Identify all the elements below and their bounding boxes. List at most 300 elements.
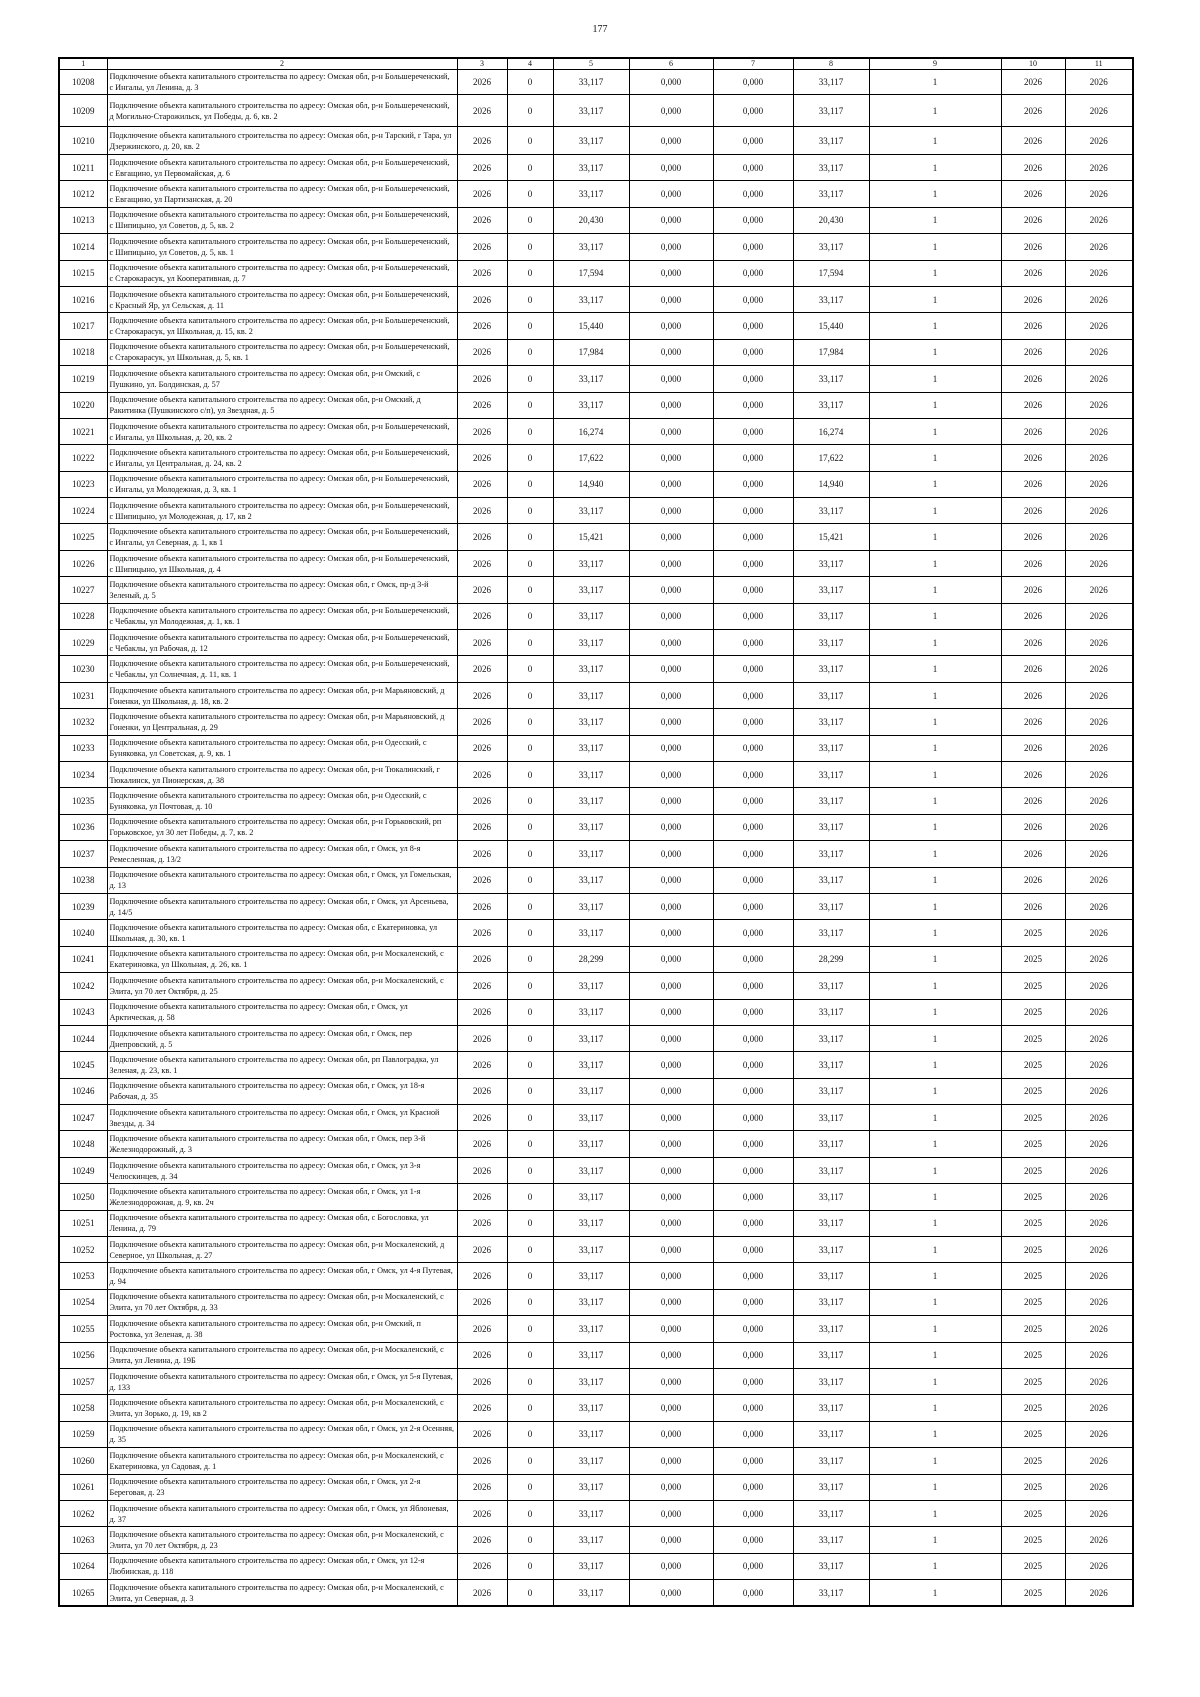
cell-col7: 0,000	[713, 761, 793, 787]
cell-col8: 17,594	[793, 260, 869, 286]
cell-col10: 2026	[1001, 630, 1065, 656]
object-description: Подключение объекта капитального строительства по адресу: Омская обл, с Богословка, ул Ленина, д. 79	[107, 1210, 457, 1236]
table-row	[59, 207, 1133, 233]
cell-col8: 33,117	[793, 788, 869, 814]
cell-col11: 2026	[1065, 867, 1133, 893]
cell-col3: 2026	[457, 95, 507, 127]
cell-col9: 1	[869, 207, 1001, 233]
cell-col6: 0,000	[629, 735, 713, 761]
cell-col7: 0,000	[713, 1448, 793, 1474]
cell-col6: 0,000	[629, 418, 713, 444]
row-id: 10244	[59, 1025, 107, 1051]
cell-col6: 0,000	[629, 761, 713, 787]
cell-col7: 0,000	[713, 1157, 793, 1183]
table-row	[59, 366, 1133, 392]
cell-col9: 1	[869, 1184, 1001, 1210]
page-number: 177	[592, 24, 608, 35]
row-id: 10232	[59, 709, 107, 735]
row-id: 10223	[59, 471, 107, 497]
cell-col5: 33,117	[553, 1210, 629, 1236]
cell-col6: 0,000	[629, 814, 713, 840]
cell-col8: 20,430	[793, 207, 869, 233]
row-id: 10250	[59, 1184, 107, 1210]
object-description: Подключение объекта капитального строительства по адресу: Омская обл, р-н Марьяновский, д Гоненки, ул Центральная, д. 29	[107, 709, 457, 735]
row-id: 10217	[59, 313, 107, 339]
row-id: 10251	[59, 1210, 107, 1236]
cell-col10: 2025	[1001, 999, 1065, 1025]
object-description: Подключение объекта капитального строительства по адресу: Омская обл, р-н Одесский, с Буняковка, ул Советская, д. 9, кв. 1	[107, 735, 457, 761]
cell-col4: 0	[507, 286, 553, 312]
object-description: Подключение объекта капитального строительства по адресу: Омская обл, г Омск, ул 5-я Путевая, д. 133	[107, 1368, 457, 1394]
cell-col7: 0,000	[713, 735, 793, 761]
cell-col8: 33,117	[793, 1553, 869, 1579]
cell-col10: 2025	[1001, 1157, 1065, 1183]
cell-col5: 33,117	[553, 603, 629, 629]
cell-col11: 2026	[1065, 603, 1133, 629]
cell-col6: 0,000	[629, 1263, 713, 1289]
cell-col4: 0	[507, 392, 553, 418]
table-row	[59, 1527, 1133, 1553]
cell-col10: 2026	[1001, 418, 1065, 444]
cell-col6: 0,000	[629, 841, 713, 867]
cell-col8: 33,117	[793, 127, 869, 155]
cell-col7: 0,000	[713, 366, 793, 392]
cell-col8: 33,117	[793, 1157, 869, 1183]
cell-col11: 2026	[1065, 95, 1133, 127]
table-row	[59, 1078, 1133, 1104]
cell-col7: 0,000	[713, 155, 793, 181]
cell-col7: 0,000	[713, 841, 793, 867]
cell-col9: 1	[869, 603, 1001, 629]
cell-col5: 16,274	[553, 418, 629, 444]
object-description: Подключение объекта капитального строительства по адресу: Омская обл, р-н Марьяновский, д Гоненки, ул Школьная, д. 18, кв. 2	[107, 682, 457, 708]
table-row	[59, 1289, 1133, 1315]
cell-col11: 2026	[1065, 1210, 1133, 1236]
cell-col5: 33,117	[553, 814, 629, 840]
cell-col8: 33,117	[793, 1210, 869, 1236]
cell-col5: 33,117	[553, 1395, 629, 1421]
cell-col4: 0	[507, 1131, 553, 1157]
object-description: Подключение объекта капитального строительства по адресу: Омская обл, с Екатериновка, ул Школьная, д. 30, кв. 1	[107, 920, 457, 946]
cell-col9: 1	[869, 1553, 1001, 1579]
cell-col10: 2026	[1001, 95, 1065, 127]
cell-col11: 2026	[1065, 260, 1133, 286]
cell-col11: 2026	[1065, 709, 1133, 735]
row-id: 10213	[59, 207, 107, 233]
cell-col9: 1	[869, 445, 1001, 471]
cell-col10: 2025	[1001, 1448, 1065, 1474]
cell-col7: 0,000	[713, 207, 793, 233]
cell-col4: 0	[507, 1105, 553, 1131]
column-header: 3	[457, 58, 507, 70]
object-description: Подключение объекта капитального строительства по адресу: Омская обл, р-н Большереченский, с Старокарасук, ул Школьная, д. 5, кв. 1	[107, 339, 457, 365]
cell-col9: 1	[869, 577, 1001, 603]
cell-col3: 2026	[457, 761, 507, 787]
cell-col6: 0,000	[629, 1184, 713, 1210]
cell-col3: 2026	[457, 788, 507, 814]
object-description: Подключение объекта капитального строительства по адресу: Омская обл, р-н Большереченский, с Чебаклы, ул Солнечная, д. 11, кв. 1	[107, 656, 457, 682]
table-row	[59, 550, 1133, 576]
cell-col10: 2026	[1001, 207, 1065, 233]
row-id: 10229	[59, 630, 107, 656]
cell-col6: 0,000	[629, 1580, 713, 1606]
cell-col3: 2026	[457, 181, 507, 207]
cell-col10: 2026	[1001, 181, 1065, 207]
cell-col4: 0	[507, 418, 553, 444]
cell-col10: 2025	[1001, 1580, 1065, 1606]
cell-col7: 0,000	[713, 1580, 793, 1606]
cell-col9: 1	[869, 999, 1001, 1025]
row-id: 10226	[59, 550, 107, 576]
cell-col6: 0,000	[629, 95, 713, 127]
cell-col10: 2026	[1001, 524, 1065, 550]
cell-col11: 2026	[1065, 1237, 1133, 1263]
cell-col4: 0	[507, 1263, 553, 1289]
cell-col11: 2026	[1065, 999, 1133, 1025]
cell-col7: 0,000	[713, 181, 793, 207]
cell-col10: 2026	[1001, 313, 1065, 339]
object-description: Подключение объекта капитального строительства по адресу: Омская обл, р-н Омский, д Ракитинка (Пушкинского с/п), ул Звездная, д. 5	[107, 392, 457, 418]
table-row	[59, 920, 1133, 946]
cell-col7: 0,000	[713, 577, 793, 603]
cell-col5: 33,117	[553, 155, 629, 181]
cell-col4: 0	[507, 1527, 553, 1553]
row-id: 10208	[59, 70, 107, 95]
cell-col6: 0,000	[629, 973, 713, 999]
cell-col6: 0,000	[629, 498, 713, 524]
object-description: Подключение объекта капитального строительства по адресу: Омская обл, г Омск, ул Гомельская, д. 13	[107, 867, 457, 893]
cell-col3: 2026	[457, 392, 507, 418]
cell-col5: 20,430	[553, 207, 629, 233]
cell-col8: 33,117	[793, 1025, 869, 1051]
object-description: Подключение объекта капитального строительства по адресу: Омская обл, г Омск, ул Яблоневая, д. 37	[107, 1500, 457, 1526]
cell-col5: 33,117	[553, 181, 629, 207]
cell-col9: 1	[869, 761, 1001, 787]
object-description: Подключение объекта капитального строительства по адресу: Омская обл, р-н Большереченский, д Могильно-Старожильск, ул Победы, д. 6, кв. 2	[107, 95, 457, 127]
object-description: Подключение объекта капитального строительства по адресу: Омская обл, р-н Большереченский, с Старокарасук, ул Школьная, д. 15, кв. 2	[107, 313, 457, 339]
row-id: 10214	[59, 234, 107, 260]
cell-col3: 2026	[457, 1421, 507, 1447]
cell-col8: 33,117	[793, 1448, 869, 1474]
cell-col4: 0	[507, 761, 553, 787]
cell-col4: 0	[507, 1580, 553, 1606]
cell-col8: 17,622	[793, 445, 869, 471]
row-id: 10221	[59, 418, 107, 444]
cell-col5: 33,117	[553, 1474, 629, 1500]
cell-col9: 1	[869, 286, 1001, 312]
cell-col10: 2026	[1001, 366, 1065, 392]
cell-col11: 2026	[1065, 946, 1133, 972]
cell-col11: 2026	[1065, 1289, 1133, 1315]
cell-col6: 0,000	[629, 920, 713, 946]
cell-col9: 1	[869, 524, 1001, 550]
cell-col10: 2026	[1001, 234, 1065, 260]
cell-col5: 15,440	[553, 313, 629, 339]
cell-col6: 0,000	[629, 656, 713, 682]
cell-col3: 2026	[457, 973, 507, 999]
cell-col11: 2026	[1065, 366, 1133, 392]
cell-col4: 0	[507, 1289, 553, 1315]
object-description: Подключение объекта капитального строительства по адресу: Омская обл, р-н Большереченский, с Шипицыно, ул Молодежная, д. 17, кв 2	[107, 498, 457, 524]
cell-col4: 0	[507, 788, 553, 814]
cell-col5: 33,117	[553, 709, 629, 735]
cell-col7: 0,000	[713, 498, 793, 524]
cell-col5: 33,117	[553, 1052, 629, 1078]
row-id: 10209	[59, 95, 107, 127]
object-description: Подключение объекта капитального строительства по адресу: Омская обл, р-н Тарский, г Тара, ул Дзержинского, д. 20, кв. 2	[107, 127, 457, 155]
cell-col11: 2026	[1065, 1263, 1133, 1289]
cell-col7: 0,000	[713, 682, 793, 708]
table-row	[59, 1025, 1133, 1051]
cell-col5: 33,117	[553, 1580, 629, 1606]
table-row	[59, 973, 1133, 999]
cell-col11: 2026	[1065, 498, 1133, 524]
cell-col3: 2026	[457, 234, 507, 260]
cell-col11: 2026	[1065, 814, 1133, 840]
cell-col5: 17,984	[553, 339, 629, 365]
cell-col5: 33,117	[553, 1025, 629, 1051]
cell-col8: 33,117	[793, 656, 869, 682]
row-id: 10220	[59, 392, 107, 418]
cell-col3: 2026	[457, 841, 507, 867]
cell-col9: 1	[869, 155, 1001, 181]
row-id: 10212	[59, 181, 107, 207]
cell-col4: 0	[507, 946, 553, 972]
cell-col3: 2026	[457, 550, 507, 576]
cell-col10: 2025	[1001, 1421, 1065, 1447]
cell-col8: 33,117	[793, 155, 869, 181]
cell-col5: 33,117	[553, 999, 629, 1025]
cell-col6: 0,000	[629, 1210, 713, 1236]
row-id: 10254	[59, 1289, 107, 1315]
cell-col8: 33,117	[793, 761, 869, 787]
cell-col4: 0	[507, 709, 553, 735]
cell-col3: 2026	[457, 1105, 507, 1131]
cell-col10: 2026	[1001, 445, 1065, 471]
cell-col9: 1	[869, 95, 1001, 127]
cell-col6: 0,000	[629, 260, 713, 286]
cell-col9: 1	[869, 1157, 1001, 1183]
cell-col9: 1	[869, 682, 1001, 708]
row-id: 10211	[59, 155, 107, 181]
cell-col3: 2026	[457, 1131, 507, 1157]
cell-col11: 2026	[1065, 1342, 1133, 1368]
cell-col9: 1	[869, 867, 1001, 893]
cell-col11: 2026	[1065, 841, 1133, 867]
table-row	[59, 1316, 1133, 1342]
cell-col9: 1	[869, 1131, 1001, 1157]
cell-col10: 2025	[1001, 1342, 1065, 1368]
cell-col11: 2026	[1065, 1105, 1133, 1131]
cell-col11: 2026	[1065, 1395, 1133, 1421]
cell-col5: 33,117	[553, 234, 629, 260]
cell-col5: 33,117	[553, 127, 629, 155]
table-row	[59, 471, 1133, 497]
cell-col8: 33,117	[793, 1105, 869, 1131]
cell-col10: 2026	[1001, 471, 1065, 497]
column-header: 6	[629, 58, 713, 70]
cell-col4: 0	[507, 1553, 553, 1579]
cell-col11: 2026	[1065, 973, 1133, 999]
cell-col4: 0	[507, 656, 553, 682]
cell-col4: 0	[507, 471, 553, 497]
cell-col9: 1	[869, 1527, 1001, 1553]
cell-col5: 28,299	[553, 946, 629, 972]
cell-col9: 1	[869, 788, 1001, 814]
cell-col3: 2026	[457, 286, 507, 312]
row-id: 10210	[59, 127, 107, 155]
object-description: Подключение объекта капитального строительства по адресу: Омская обл, г Омск, ул 2-я Береговая, д. 23	[107, 1474, 457, 1500]
cell-col7: 0,000	[713, 234, 793, 260]
cell-col8: 33,117	[793, 893, 869, 919]
cell-col11: 2026	[1065, 1421, 1133, 1447]
cell-col9: 1	[869, 893, 1001, 919]
cell-col10: 2025	[1001, 1184, 1065, 1210]
cell-col11: 2026	[1065, 1474, 1133, 1500]
cell-col6: 0,000	[629, 1395, 713, 1421]
cell-col8: 33,117	[793, 973, 869, 999]
cell-col11: 2026	[1065, 1025, 1133, 1051]
cell-col6: 0,000	[629, 155, 713, 181]
cell-col4: 0	[507, 735, 553, 761]
table-row	[59, 1157, 1133, 1183]
cell-col11: 2026	[1065, 313, 1133, 339]
table-row	[59, 603, 1133, 629]
cell-col10: 2025	[1001, 946, 1065, 972]
cell-col3: 2026	[457, 1395, 507, 1421]
cell-col4: 0	[507, 920, 553, 946]
cell-col5: 33,117	[553, 630, 629, 656]
cell-col4: 0	[507, 524, 553, 550]
cell-col9: 1	[869, 339, 1001, 365]
cell-col8: 33,117	[793, 735, 869, 761]
cell-col11: 2026	[1065, 1078, 1133, 1104]
cell-col3: 2026	[457, 630, 507, 656]
cell-col3: 2026	[457, 603, 507, 629]
object-description: Подключение объекта капитального строительства по адресу: Омская обл, р-н Большереченский, с Ингалы, ул Северная, д. 1, кв 1	[107, 524, 457, 550]
cell-col7: 0,000	[713, 1184, 793, 1210]
cell-col3: 2026	[457, 1474, 507, 1500]
cell-col3: 2026	[457, 445, 507, 471]
cell-col5: 17,594	[553, 260, 629, 286]
cell-col4: 0	[507, 550, 553, 576]
cell-col10: 2026	[1001, 339, 1065, 365]
cell-col4: 0	[507, 841, 553, 867]
cell-col7: 0,000	[713, 1474, 793, 1500]
cell-col6: 0,000	[629, 550, 713, 576]
object-description: Подключение объекта капитального строительства по адресу: Омская обл, р-н Омский, с Пушкино, ул. Болдинская, д. 57	[107, 366, 457, 392]
column-number-row	[59, 58, 1133, 70]
cell-col9: 1	[869, 1580, 1001, 1606]
row-id: 10240	[59, 920, 107, 946]
row-id: 10238	[59, 867, 107, 893]
row-id: 10263	[59, 1527, 107, 1553]
cell-col11: 2026	[1065, 445, 1133, 471]
cell-col8: 33,117	[793, 1263, 869, 1289]
cell-col7: 0,000	[713, 339, 793, 365]
cell-col8: 33,117	[793, 603, 869, 629]
cell-col8: 16,274	[793, 418, 869, 444]
row-id: 10233	[59, 735, 107, 761]
cell-col3: 2026	[457, 313, 507, 339]
column-header: 4	[507, 58, 553, 70]
cell-col7: 0,000	[713, 1052, 793, 1078]
cell-col8: 33,117	[793, 841, 869, 867]
cell-col5: 33,117	[553, 1184, 629, 1210]
row-id: 10243	[59, 999, 107, 1025]
cell-col3: 2026	[457, 999, 507, 1025]
table-row	[59, 234, 1133, 260]
cell-col4: 0	[507, 1237, 553, 1263]
table-row	[59, 1474, 1133, 1500]
row-id: 10245	[59, 1052, 107, 1078]
table-row	[59, 313, 1133, 339]
cell-col4: 0	[507, 1052, 553, 1078]
cell-col6: 0,000	[629, 1500, 713, 1526]
cell-col11: 2026	[1065, 1368, 1133, 1394]
table-row	[59, 70, 1133, 95]
table-row	[59, 1342, 1133, 1368]
cell-col9: 1	[869, 1289, 1001, 1315]
cell-col7: 0,000	[713, 1421, 793, 1447]
cell-col9: 1	[869, 973, 1001, 999]
cell-col6: 0,000	[629, 1474, 713, 1500]
cell-col7: 0,000	[713, 1210, 793, 1236]
table-row	[59, 1237, 1133, 1263]
cell-col7: 0,000	[713, 1316, 793, 1342]
cell-col3: 2026	[457, 260, 507, 286]
cell-col5: 33,117	[553, 1421, 629, 1447]
object-description: Подключение объекта капитального строительства по адресу: Омская обл, р-н Большереченский, с Старокарасук, ул Кооперативная, д. 7	[107, 260, 457, 286]
cell-col7: 0,000	[713, 70, 793, 95]
cell-col7: 0,000	[713, 1025, 793, 1051]
cell-col11: 2026	[1065, 70, 1133, 95]
cell-col3: 2026	[457, 1289, 507, 1315]
cell-col3: 2026	[457, 1263, 507, 1289]
cell-col8: 33,117	[793, 577, 869, 603]
cell-col6: 0,000	[629, 1052, 713, 1078]
cell-col9: 1	[869, 234, 1001, 260]
object-description: Подключение объекта капитального строительства по адресу: Омская обл, р-н Москаленский, с Екатериновка, ул Садовая, д. 1	[107, 1448, 457, 1474]
cell-col7: 0,000	[713, 1500, 793, 1526]
cell-col8: 33,117	[793, 1368, 869, 1394]
cell-col11: 2026	[1065, 761, 1133, 787]
cell-col3: 2026	[457, 1580, 507, 1606]
cell-col9: 1	[869, 127, 1001, 155]
table-row	[59, 1105, 1133, 1131]
cell-col4: 0	[507, 260, 553, 286]
cell-col3: 2026	[457, 1316, 507, 1342]
row-id: 10257	[59, 1368, 107, 1394]
cell-col3: 2026	[457, 682, 507, 708]
object-description: Подключение объекта капитального строительства по адресу: Омская обл, р-н Большереченский, с Красный Яр, ул Сельская, д. 11	[107, 286, 457, 312]
cell-col8: 33,117	[793, 709, 869, 735]
cell-col8: 33,117	[793, 920, 869, 946]
cell-col8: 33,117	[793, 392, 869, 418]
cell-col9: 1	[869, 1237, 1001, 1263]
table-row	[59, 1500, 1133, 1526]
cell-col4: 0	[507, 339, 553, 365]
object-description: Подключение объекта капитального строительства по адресу: Омская обл, г Омск, ул 4-я Путевая, д. 94	[107, 1263, 457, 1289]
cell-col3: 2026	[457, 339, 507, 365]
cell-col6: 0,000	[629, 1368, 713, 1394]
table-row	[59, 1368, 1133, 1394]
cell-col8: 33,117	[793, 1527, 869, 1553]
cell-col8: 33,117	[793, 1500, 869, 1526]
cell-col5: 33,117	[553, 1527, 629, 1553]
table-row	[59, 498, 1133, 524]
cell-col7: 0,000	[713, 1368, 793, 1394]
